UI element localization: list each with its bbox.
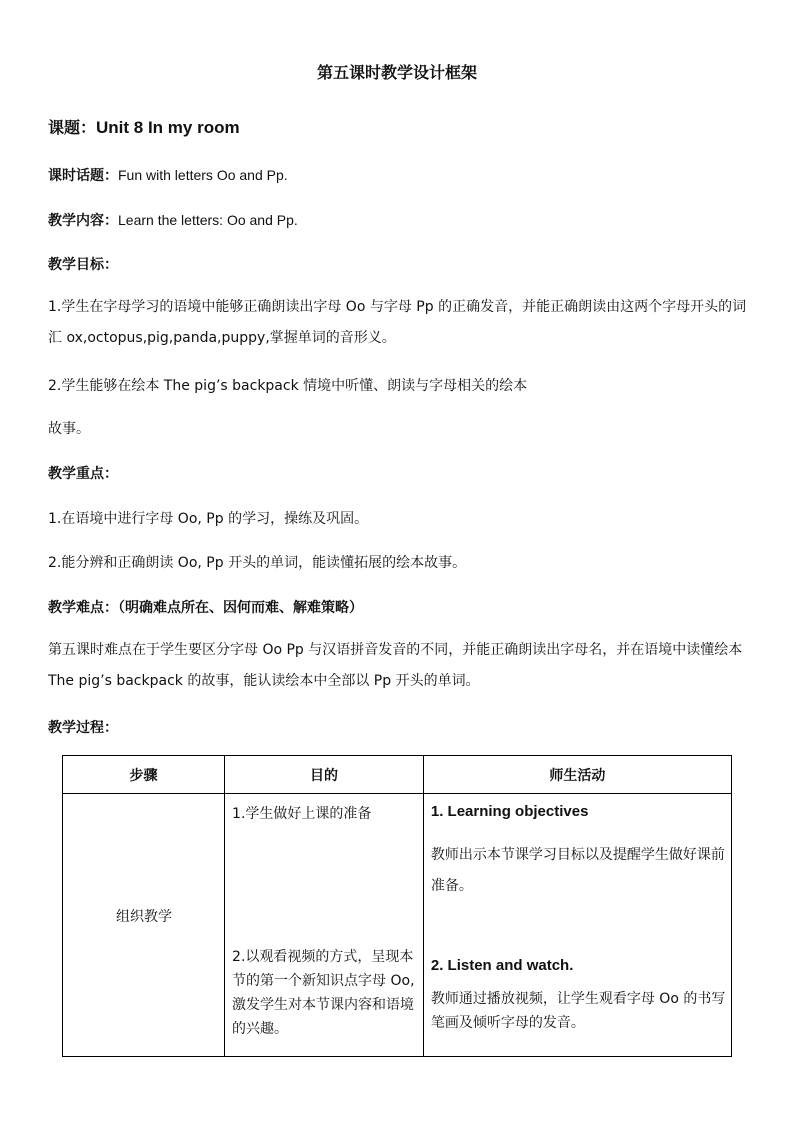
process-heading: 教学过程： <box>48 720 118 736</box>
topic-value: Fun with letters Oo and Pp. <box>118 167 288 183</box>
table-header-row <box>63 756 732 794</box>
content-value: Learn the letters: Oo and Pp. <box>118 212 298 228</box>
objective-item-2-line-1: 2.学生能够在绘本 The pig’s backpack 情境中听懂、朗读与字母相关的绘本 <box>48 378 528 394</box>
header-activity: 师生活动 <box>423 756 731 794</box>
content-line <box>48 210 298 230</box>
step-name: 组织教学 <box>116 909 172 925</box>
goal-item-2: 2.以观看视频的方式，呈现本节的第一个新知识点字母 Oo,激发学生对本节课内容和语境的兴趣。 <box>232 949 415 1037</box>
key-points-heading: 教学重点： <box>48 466 118 482</box>
objective-item-2-line-2: 故事。 <box>48 421 90 437</box>
objectives-heading: 教学目标： <box>48 257 118 273</box>
course-line <box>48 115 240 138</box>
document-title: 第五课时教学设计框架 <box>316 63 477 82</box>
goal-item-1: 1.学生做好上课的准备 <box>232 806 372 822</box>
step-cell <box>63 794 225 1057</box>
content-label: 教学内容： <box>48 213 118 229</box>
activity-2-title: 2. Listen and watch. <box>430 957 574 974</box>
activity-2-description: 教师通过播放视频，让学生观看字母 Oo 的书写笔画及倾听字母的发音。 <box>430 991 726 1031</box>
activity-cell <box>423 794 731 1057</box>
difficulties-text: 第五课时难点在于学生要区分字母 Oo Pp 与汉语拼音发音的不同，并能正确朗读出字母名，并在语境中读懂绘本 The pig’s backpack 的故事，能认读绘本中全部以 Pp 开头的单词。 <box>48 642 743 689</box>
key-point-item-1: 1.在语境中进行字母 Oo, Pp 的学习，操练及巩固。 <box>48 511 369 527</box>
goal-cell <box>225 794 424 1057</box>
process-table <box>62 755 732 1057</box>
activity-1-title: 1. Learning objectives <box>430 803 589 820</box>
table-row <box>63 794 732 1057</box>
key-point-item-2: 2.能分辨和正确朗读 Oo, Pp 开头的单词，能读懂拓展的绘本故事。 <box>48 555 467 571</box>
difficulties-heading: 教学难点：（明确难点所在、因何而难、解难策略） <box>48 600 363 616</box>
course-label: 课题： <box>48 118 97 137</box>
course-value: Unit 8 In my room <box>96 118 240 137</box>
header-step: 步骤 <box>63 756 225 794</box>
activity-1-description: 教师出示本节课学习目标以及提醒学生做好课前准备。 <box>430 847 725 894</box>
topic-label: 课时话题： <box>48 168 118 184</box>
topic-line <box>48 165 288 185</box>
header-goal: 目的 <box>225 756 424 794</box>
objective-item-1: 1.学生在字母学习的语境中能够正确朗读出字母 Oo 与字母 Pp 的正确发音，并能正确朗读由这两个字母开头的词汇 ox,octopus,pig,panda,puppy,掌握单词的音形义。 <box>48 299 747 346</box>
